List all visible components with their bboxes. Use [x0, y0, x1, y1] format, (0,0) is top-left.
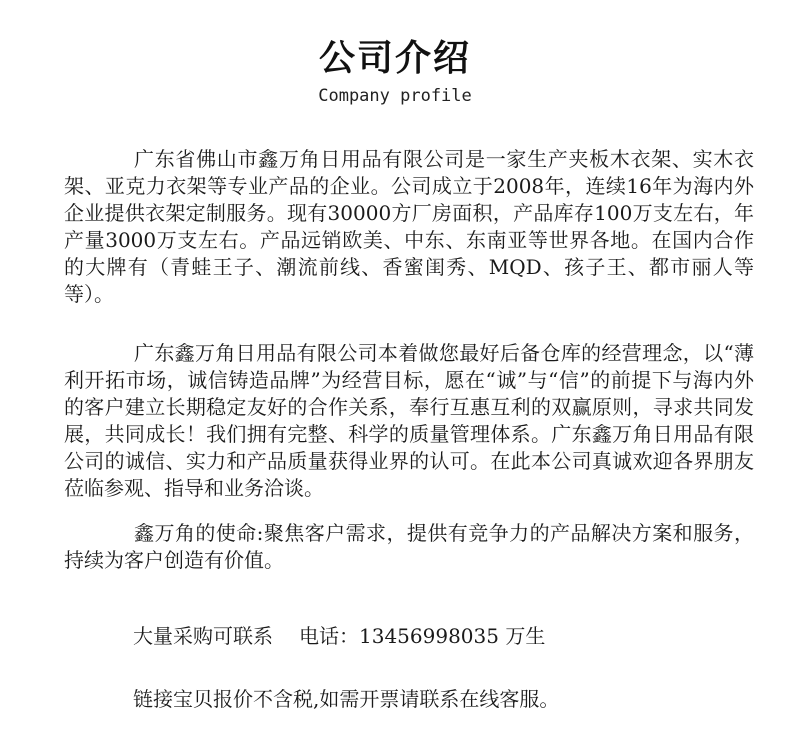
philosophy-paragraph: 广东鑫万角日用品有限公司本着做您最好后备仓库的经营理念，以“薄利开拓市场，诚信铸造品牌”为经营目标，愿在“诚”与“信”的前提下与海内外的客户建立长期稳定友好的合作关系，奉行互惠互利的双赢原则，寻求共同发展，共同成长！我们拥有完整、科学的质量管理体系。广东鑫万角日用品有限公司的诚信、实力和产品质量获得业界的认可。在此本公司真诚欢迎各界朋友莅临参观、指导和业务洽谈。	[64, 341, 754, 500]
contact-label: 大量采购可联系	[133, 624, 273, 648]
tax-note: 链接宝贝报价不含税,如需开票请联系在线客服。	[133, 687, 560, 711]
contact-line	[133, 622, 545, 650]
page-subtitle: Company profile	[318, 86, 472, 106]
mission-paragraph: 鑫万角的使命:聚焦客户需求，提供有竞争力的产品解决方案和服务，持续为客户创造有价值。	[64, 521, 754, 572]
contact-phone: 电话：13456998035 万生	[299, 624, 546, 648]
intro-paragraph: 广东省佛山市鑫万角日用品有限公司是一家生产夹板木衣架、实木衣架、亚克力衣架等专业产品的企业。公司成立于2008年，连续16年为海内外企业提供衣架定制服务。现有30000方厂房面积，产品库存100万支左右，年产量3000万支左右。产品远销欧美、中东、东南亚等世界各地。在国内合作的大牌有（青蛙王子、潮流前线、香蜜闺秀、MQD、孩子王、都市丽人等等）。	[64, 147, 754, 306]
page-title: 公司介绍	[318, 38, 471, 79]
